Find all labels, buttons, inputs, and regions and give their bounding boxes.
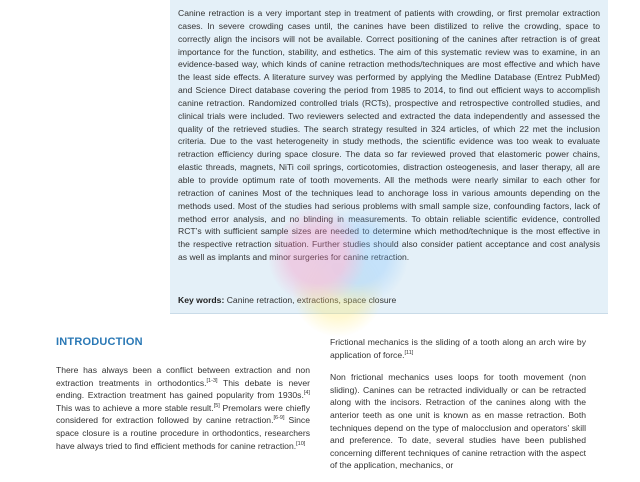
- frictional-paragraph: Frictional mechanics is the sliding of a tooth along an arch wire by application of force.[11]: [330, 337, 586, 360]
- keywords-label: Key words:: [178, 295, 225, 305]
- citation: [10]: [296, 440, 306, 447]
- keywords-value: Canine retraction, extractions, space closure: [224, 295, 397, 305]
- intro-paragraph: There has always been a conflict between extraction and non extraction treatments in orthodontics.[1-3] This debate is never ending. Extraction treatment has gained popularity from 1930s.[4] This was to achieve a more stable result.[5] Premolars were chiefly considered for extraction followed by canine retraction.[6-9] Since space closure is a routine procedure in orthodontics, researchers have always tried to find efficient methods for canine retraction.[10]: [56, 365, 310, 451]
- right-column: [330, 336, 586, 482]
- citation: [11]: [404, 349, 414, 356]
- citation: [6-9]: [273, 415, 285, 422]
- abstract-box: [170, 0, 608, 314]
- section-heading-introduction: INTRODUCTION: [56, 336, 143, 348]
- keywords: [178, 295, 600, 305]
- abstract-text: Canine retraction is a very important step in treatment of patients with crowding, or first premolar extraction cases. In severe crowding cases until, the canines have been distilized to relive the crowding, space to correctly align the incisors will not be available. Correct positioning of the canines after retraction is of great importance for the function, stability, and esthetics. The aim of this systematic review was to examine, in an evidence-based way, which kinds of canine retraction methods/techniques are most effective and which have the least side effects. A literature survey was performed by applying the Medline Database (Entrez PubMed) and Science Direct database covering the period from 1985 to 2014, to find out efficient ways to accomplish canine retraction. Randomized controlled trials (RCTs), prospective and retrospective controlled studies, and clinical trials were included. Two reviewers selected and extracted the data independently and assessed the quality of the retrieved studies. The search strategy resulted in 324 articles, of which 22 met the inclusion criteria. Due to the vast heterogeneity in study methods, the scientific evidence was too weak to evaluate retraction efficiency during space closure. The data so far reviewed proved that elastomeric power chains, elastic threads, magnets, NiTi coil springs, corticotomies, distraction osteogenesis, and laser therapy, all are able to provide optimum rate of tooth movements. All the methods were nearly similar to each other for retraction of canines Most of the techniques lead to anchorage loss in various amounts depending on the methods used. Most of the studies had serious problems with small sample size, confounding factors, lack of method error analysis, and no blinding in measurements. To obtain reliable scientific evidence, controlled RCT’s with sufficient sample sizes are needed to determine which method/technique is the most effective in the respective retraction situation. Further studies should also consider patient acceptance and cost analysis as well as implants and minor surgeries for canine retraction.: [178, 8, 600, 263]
- citation: [4]: [303, 390, 310, 397]
- non-frictional-paragraph: Non frictional mechanics uses loops for tooth movement (non sliding). Canines can be retracted individually or can be retracted along with the incisors. Retraction of the canines along with the anterior teeth as one unit is known as en masse retraction. Both techniques depend on the type of malocclusion and operators’ skill and preference. To date, several studies have been published concerning different techniques of canine retraction with the aspect of the application, mechanics, or: [330, 372, 586, 471]
- citation: [1-3]: [206, 377, 218, 384]
- left-column: [56, 336, 310, 462]
- citation: [5]: [213, 402, 220, 409]
